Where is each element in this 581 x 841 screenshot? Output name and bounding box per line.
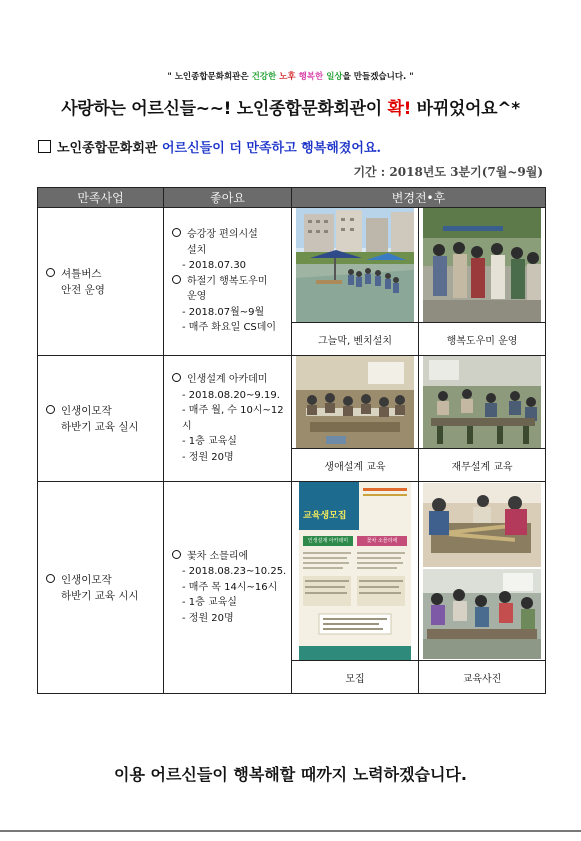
recruitment-poster	[299, 482, 411, 660]
good-item: 하절기 행복도우미	[187, 275, 268, 287]
subheading-prefix: 노인종합문화회관	[57, 141, 162, 156]
business-line: 하반기 교육 시시	[61, 589, 139, 602]
slogan-word-daily: 일상	[326, 72, 343, 82]
photo-cell	[292, 208, 419, 323]
good-detail: - 1층 교육실	[182, 436, 237, 447]
good-item: 인생설계 아카데미	[187, 374, 268, 385]
slogan-word-happy: 행복한	[298, 72, 324, 82]
circle-bullet-icon	[46, 574, 55, 583]
good-item: 운영	[187, 291, 207, 303]
period-label: 기간 : 2018년도 3분기(7월~9월)	[353, 165, 543, 179]
photo-caption: 그늘막, 벤치설치	[292, 323, 419, 356]
photo-caption: 재무설계 교육	[419, 449, 546, 482]
good-item: 설치	[187, 244, 207, 256]
poster-header-block	[299, 482, 359, 530]
flower-tea-class-photos	[423, 483, 541, 659]
good-detail: - 매주 목 14시~16시	[182, 581, 278, 593]
business-cell	[38, 208, 164, 356]
business-cell	[38, 482, 164, 694]
good-detail: - 매주 월, 수 10시~12시	[182, 405, 284, 432]
happiness-helper-photo	[423, 208, 541, 322]
business-line: 하반기 교육 실시	[61, 420, 139, 433]
business-line: 인생이모작	[61, 573, 112, 586]
good-detail: - 매주 화요일 CS데이	[182, 322, 277, 334]
slogan	[0, 70, 581, 82]
photo-cell	[419, 356, 546, 449]
header-before-after: 변경전•후	[292, 188, 546, 208]
satisfaction-table	[37, 187, 546, 694]
circle-bullet-icon	[172, 550, 181, 559]
poster-rule	[363, 488, 407, 491]
good-detail: - 2018.07월~9월	[182, 306, 265, 318]
good-detail: - 2018.08.23~10.25.	[182, 566, 287, 578]
photo-caption: 교육사진	[419, 661, 546, 694]
shuttle-stop-shade-photo	[296, 208, 414, 322]
good-item: 승강장 편의시설	[187, 229, 258, 241]
slogan-open: " 노인종합문화회관은	[167, 72, 252, 82]
business-cell	[38, 356, 164, 482]
slogan-word-old-age: 노후	[279, 72, 296, 82]
good-cell	[164, 208, 292, 356]
page-headline	[0, 94, 581, 119]
business-line: 셔틀버스	[61, 267, 102, 280]
header-good: 좋아요	[164, 188, 292, 208]
business-line: 인생이모작	[61, 404, 112, 417]
business-line: 안전 운영	[61, 283, 105, 296]
poster-right-tag: 꽃차 소믈리에	[357, 536, 407, 546]
subheading-highlight: 어르신들이 더 만족하고 행복해졌어요.	[162, 141, 382, 156]
photo-cell	[419, 482, 546, 661]
headline-text: 사랑하는 어르신들~~! 노인종합문화회관이	[61, 99, 388, 119]
table-row	[38, 482, 546, 661]
circle-bullet-icon	[46, 405, 55, 414]
closing-message: 이용 어르신들이 행복해할 때까지 노력하겠습니다.	[114, 765, 467, 784]
poster-title: 교육생모집	[303, 511, 347, 521]
photo-caption: 행복도우미 운영	[419, 323, 546, 356]
circle-bullet-icon	[172, 228, 181, 237]
table-header-row	[38, 188, 546, 208]
checkbox-icon	[38, 140, 51, 153]
good-detail: - 1층 교육실	[182, 597, 237, 609]
poster-body-lines	[299, 550, 411, 660]
photo-caption: 모집	[292, 661, 419, 694]
headline-tail: 바뀌었어요^*	[411, 99, 520, 119]
poster-rule	[363, 494, 407, 496]
life-planning-class-photo	[296, 356, 414, 448]
circle-bullet-icon	[172, 275, 181, 284]
good-detail: - 정원 20명	[182, 612, 234, 624]
photo-cell	[419, 208, 546, 323]
slogan-close: 을 만들겠습니다. "	[342, 72, 414, 82]
header-business: 만족사업	[38, 188, 164, 208]
finance-class-photo	[423, 356, 541, 448]
good-detail: - 2018.08.20~9.19.	[182, 389, 280, 401]
good-item: 꽃차 소믈리에	[187, 550, 249, 562]
slogan-word-healthy: 건강한	[251, 72, 277, 82]
poster-left-tag: 인생설계 아카데미	[303, 536, 353, 546]
good-detail: - 정원 20명	[182, 451, 234, 463]
good-cell	[164, 482, 292, 694]
circle-bullet-icon	[46, 268, 55, 277]
photo-caption: 생애설계 교육	[292, 449, 419, 482]
circle-bullet-icon	[172, 373, 181, 382]
headline-highlight: 확!	[387, 99, 412, 119]
photo-cell	[292, 356, 419, 449]
good-detail: - 2018.07.30	[182, 260, 247, 272]
good-cell	[164, 356, 292, 482]
table-row	[38, 208, 546, 323]
footer-divider	[0, 830, 581, 832]
photo-cell	[292, 482, 419, 661]
table-row	[38, 356, 546, 449]
subheading	[38, 137, 381, 156]
